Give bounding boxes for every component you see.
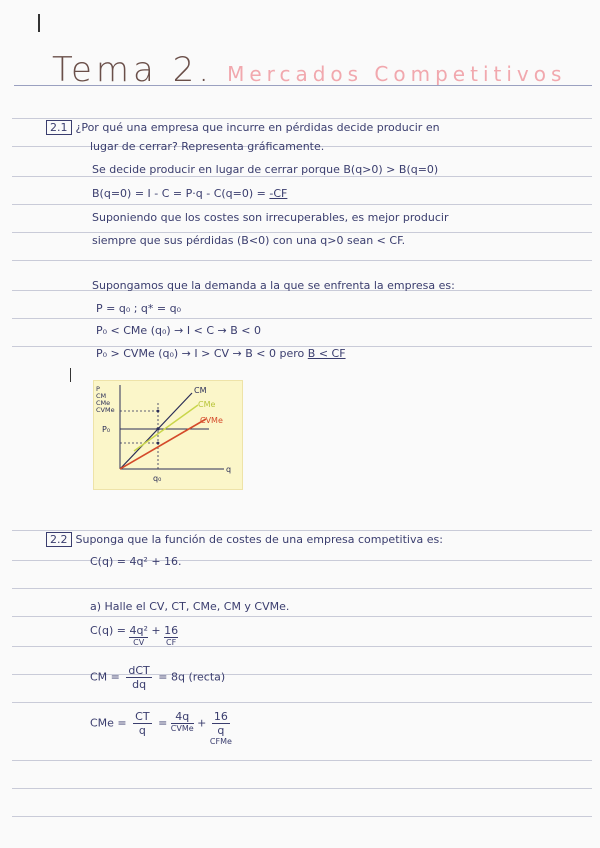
y-label-p: P [96, 385, 100, 393]
ruled-line [12, 588, 592, 589]
ex21-line2: B(q=0) = I - C = P·q - C(q=0) = -CF [92, 187, 288, 200]
ex22-part-a: a) Halle el CV, CT, CMe, CM y CVMe. [90, 600, 290, 613]
cme-curve [134, 405, 198, 451]
ex21-line1: Se decide producir en lugar de cerrar porque B(q>0) > B(q=0) [92, 163, 439, 176]
ruled-line [12, 176, 592, 177]
ruled-line [12, 232, 592, 233]
margin-mark [70, 368, 71, 382]
ex21-line6: P = q₀ ; q* = q₀ [96, 302, 182, 315]
cf-term: 16 CF [164, 624, 179, 647]
ruled-line [12, 788, 592, 789]
page-title [52, 50, 566, 90]
ruled-line [12, 702, 592, 703]
ex22-cm: CM = $\frac{\text{dCT}}{dq}$ = 8q (recta) [90, 664, 226, 691]
cvme-label: CVMe [200, 416, 223, 425]
ruled-line [12, 204, 592, 205]
cme-label: CMe [198, 400, 216, 409]
cvme-point [157, 442, 160, 445]
ex21-line4: siempre que sus pérdidas (B<0) con una q>0 sean < CF. [92, 234, 406, 247]
ex21-line3: Suponiendo que los costes son irrecuperables, es mejor producir [92, 211, 449, 224]
ruled-line [12, 760, 592, 761]
ex22-cme: CMe = $\frac{CT}{q}$ = 4q CVMe + $\frac{16}{q}$ CFMe [90, 710, 232, 746]
cm-label: CM [194, 386, 207, 395]
cv-term: 4q² CV [129, 624, 148, 647]
ex21-number: 2.1 [46, 120, 72, 135]
cm-curve [120, 393, 192, 469]
ruled-line [12, 118, 592, 119]
ex22-number: 2.2 [46, 532, 72, 547]
y-label-cvme: CVMe [96, 406, 115, 414]
ex21-line5: Supongamos que la demanda a la que se enfrenta la empresa es: [92, 279, 455, 292]
title-subtitle: Mercados Competitivos [227, 62, 567, 86]
ex21-question-line1: 2.1 ¿Por qué una empresa que incurre en pérdidas decide producir en [46, 120, 440, 135]
cm-fraction: $\frac{\text{dCT}}{dq}$ [128, 664, 150, 691]
ruled-line [12, 260, 592, 261]
ex21-question-line2: lugar de cerrar? Representa gráficamente. [90, 140, 325, 153]
cme-point [157, 410, 160, 413]
ruled-line [12, 530, 592, 531]
y-label-cme: CMe [96, 399, 111, 407]
ex21-line7: P₀ < CMe (q₀) → I < C → B < 0 [96, 324, 261, 337]
q0-label: q₀ [153, 474, 162, 483]
ruled-line [12, 318, 592, 319]
p0-label: P₀ [102, 425, 111, 434]
title-main: Tema 2. [52, 50, 214, 90]
x-axis-label: q [226, 465, 232, 474]
cme-fraction: $\frac{CT}{q}$ [135, 710, 150, 737]
ex22-question-line1: 2.2 Suponga que la función de costes de una empresa competitiva es: [46, 532, 443, 547]
ex21-cf-result: -CF [269, 187, 288, 200]
ruled-line [12, 616, 592, 617]
title-underline [14, 85, 592, 86]
ex21-b-lt-cf: B < CF [307, 347, 346, 360]
cvme-term: 4q CVMe [170, 710, 194, 733]
cfme-term: $\frac{16}{q}$ CFMe [209, 710, 232, 746]
y-label-cm: CM [96, 392, 107, 400]
margin-mark [38, 14, 40, 32]
ex22-question-line2: C(q) = 4q² + 16. [90, 555, 182, 568]
equilibrium-point [156, 427, 159, 430]
graph-svg [94, 381, 242, 489]
ex22-cost-function: C(q) = 4q² CV + 16 CF [90, 624, 179, 647]
cvme-curve [120, 419, 206, 469]
ruled-line [12, 816, 592, 817]
cost-curves-graph [93, 380, 243, 490]
ex21-line8: P₀ > CVMe (q₀) → I > CV → B < 0 pero B < CF [96, 347, 346, 360]
